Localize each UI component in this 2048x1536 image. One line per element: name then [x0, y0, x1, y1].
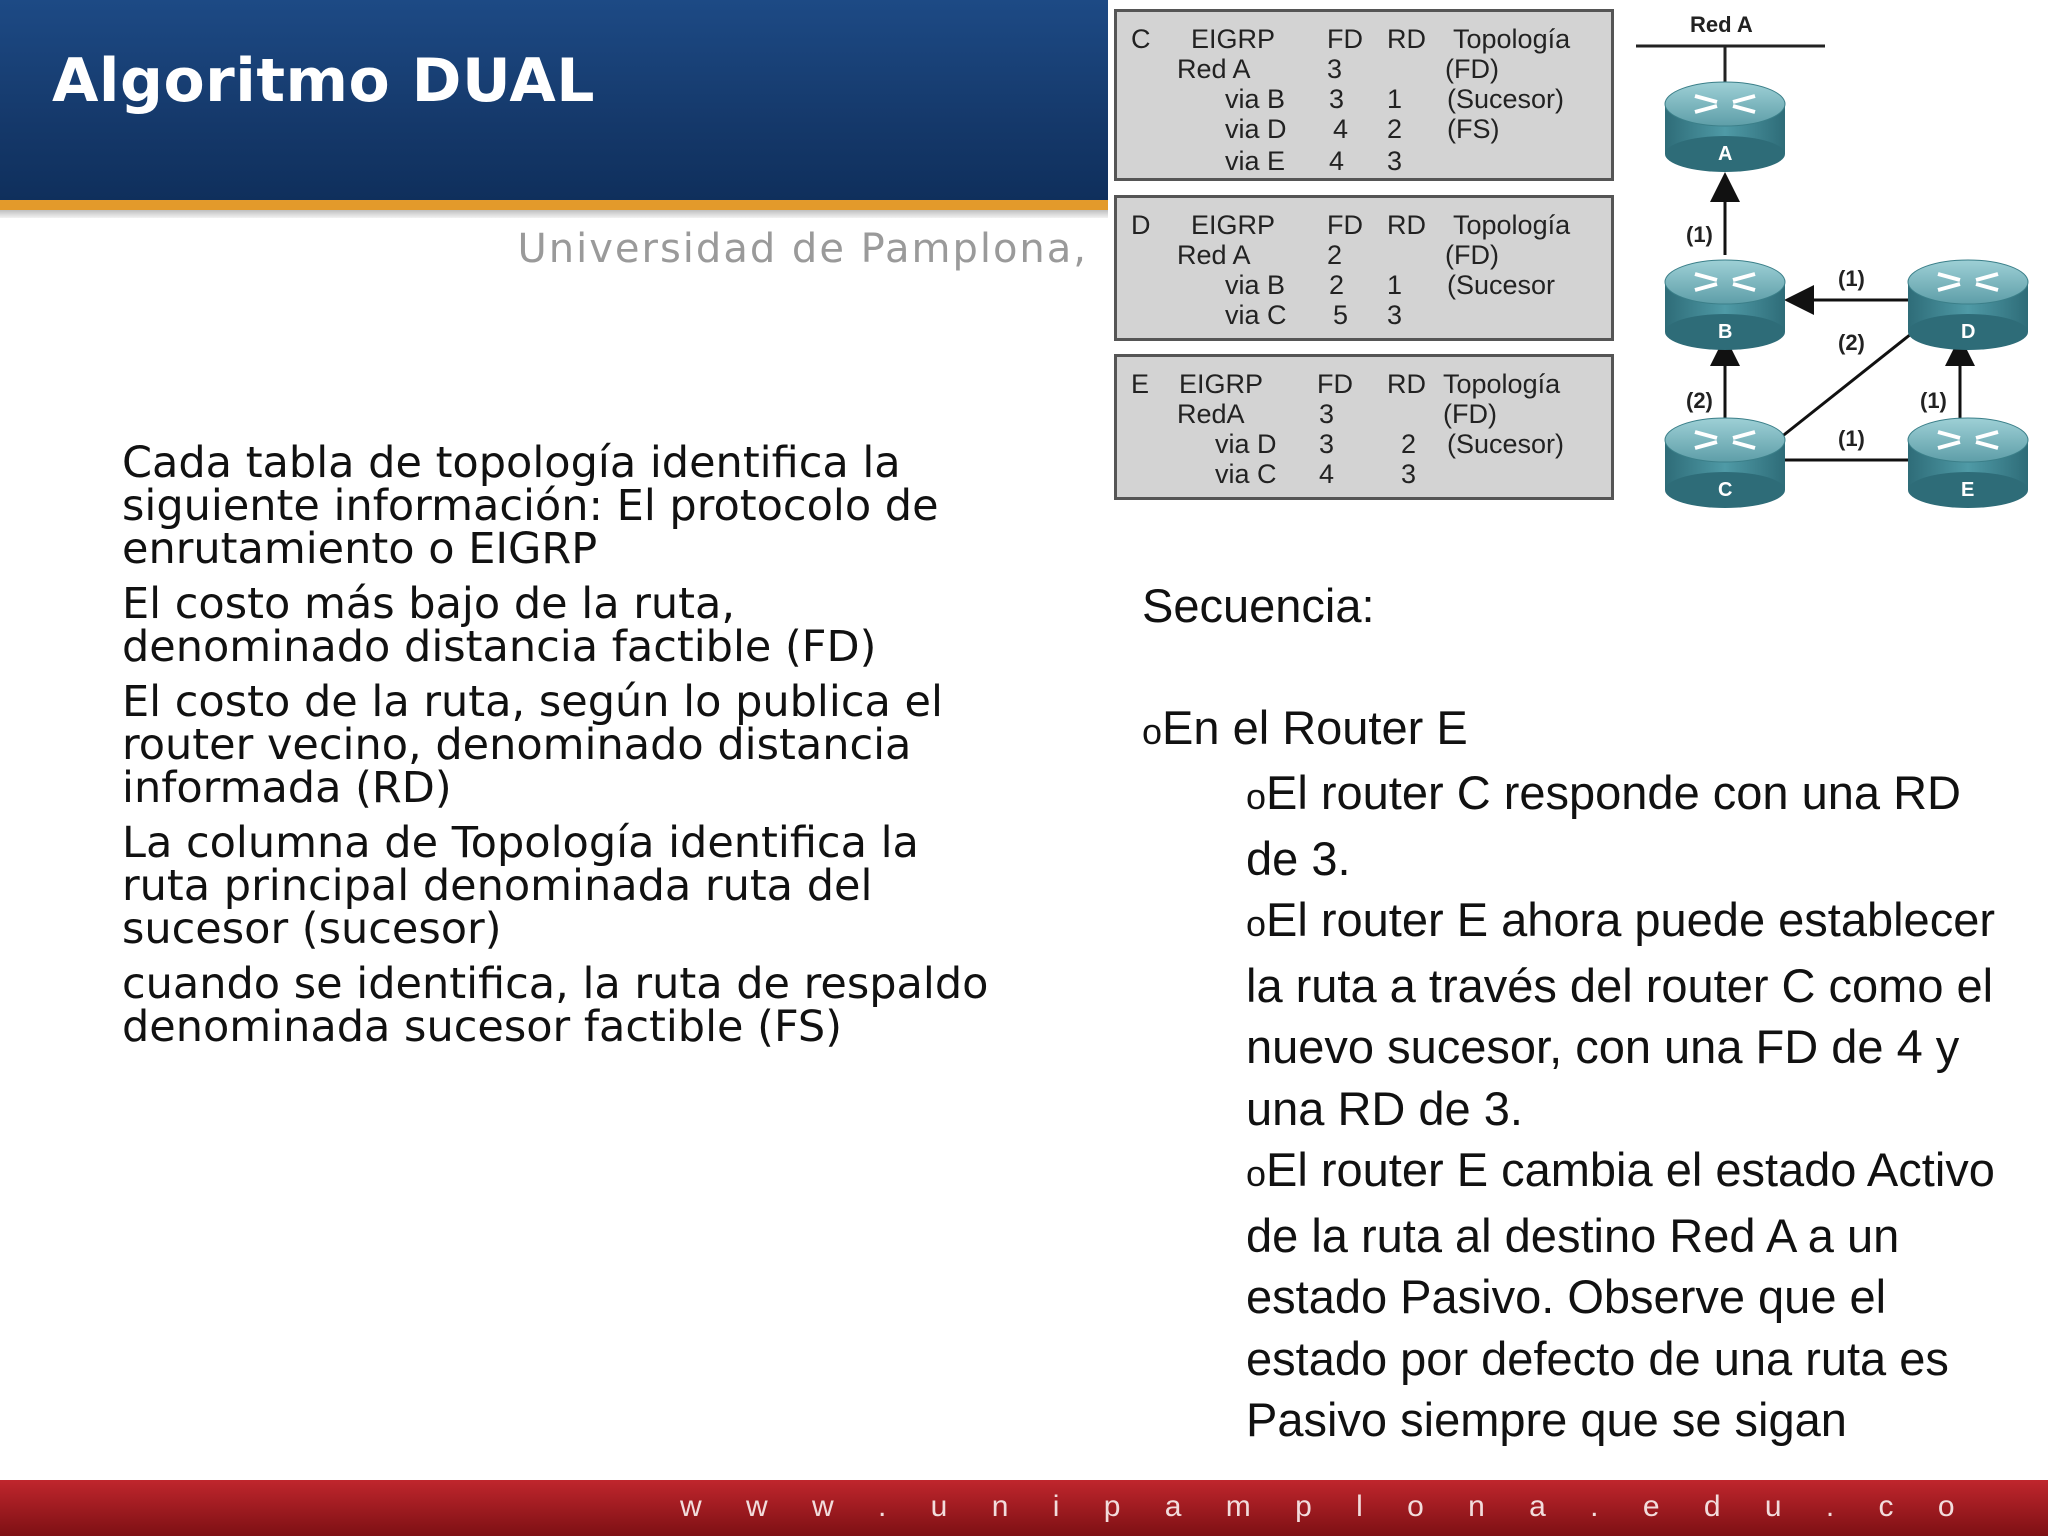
router-letter: C: [1718, 479, 1733, 501]
header-grey-stripe: [0, 210, 1108, 218]
table-router-letter: C: [1131, 24, 1151, 54]
table-header-fd: FD: [1317, 369, 1353, 399]
table-network-fd: 3: [1319, 399, 1335, 429]
router-c-icon: [1665, 418, 1785, 508]
table-row-rd: 3: [1401, 459, 1417, 489]
table-row-rd: 3: [1387, 300, 1403, 330]
table-row-rd: 3: [1387, 146, 1403, 176]
table-network-note: (FD): [1445, 240, 1499, 270]
header-orange-stripe: [0, 200, 1108, 210]
cost-label-e-d: (1): [1920, 388, 1947, 413]
institution-name: Universidad de Pamplona,: [517, 226, 1088, 272]
sequence-lead: [1142, 700, 1468, 755]
table-row-note: (Sucesor: [1447, 270, 1556, 300]
table-row-rd: 2: [1387, 114, 1403, 144]
table-row-via: via D: [1225, 114, 1287, 144]
table-header-fd: FD: [1327, 24, 1363, 54]
sequence-item: [1246, 762, 2006, 889]
table-row-fd: 5: [1333, 300, 1349, 330]
table-network-note: (FD): [1443, 399, 1497, 429]
router-letter: D: [1961, 321, 1976, 343]
table-header-topology: Topología: [1453, 24, 1571, 54]
slide-title: Algoritmo DUAL: [52, 46, 595, 116]
table-header-eigrp: EIGRP: [1179, 369, 1264, 399]
table-row-fd: 3: [1319, 429, 1335, 459]
sequence-title: Secuencia:: [1142, 579, 1375, 632]
cost-label-c-d: (2): [1838, 330, 1865, 355]
table-header-rd: RD: [1387, 369, 1426, 399]
table-row-via: via B: [1225, 270, 1286, 300]
table-network-name: RedA: [1177, 399, 1245, 429]
sequence-item: [1246, 1139, 2006, 1451]
table-row-fd: 4: [1319, 459, 1335, 489]
topology-explanation: [122, 438, 992, 1061]
table-row-fd: 2: [1329, 270, 1345, 300]
explanation-paragraph: La columna de Topología identifica la ruta principal denominada ruta del sucesor (sucesor): [122, 818, 919, 954]
sequence-item-text: El router C responde con una RD de 3.: [1246, 766, 1961, 885]
table-row-fd: 4: [1329, 146, 1345, 176]
table-header-fd: FD: [1327, 210, 1363, 240]
sequence-item-text: El router E ahora puede establecer la ruta a través del router C como el nuevo sucesor, con una FD de 4 y una RD de 3.: [1246, 893, 1995, 1135]
cost-label-d-b: (1): [1838, 266, 1865, 291]
explanation-paragraph: El costo más bajo de la ruta, denominado distancia factible (FD): [122, 579, 877, 672]
table-network-name: Red A: [1177, 240, 1251, 270]
sequence-lead-text: En el Router E: [1162, 701, 1468, 754]
table-header-rd: RD: [1387, 24, 1426, 54]
cost-label-c-e: (1): [1838, 426, 1865, 451]
router-a-icon: [1665, 82, 1785, 172]
table-row-note: (FS): [1447, 114, 1500, 144]
table-router-letter: E: [1131, 369, 1150, 399]
router-letter: E: [1961, 479, 1975, 501]
table-row-note: (Sucesor): [1447, 429, 1565, 459]
table-row-rd: 1: [1387, 270, 1403, 300]
table-row-fd: 3: [1329, 84, 1345, 114]
network-label: Red A: [1690, 12, 1753, 37]
bullet-icon: o: [1142, 711, 1163, 752]
table-row-rd: 2: [1401, 429, 1417, 459]
bullet-icon: o: [1246, 776, 1267, 817]
router-letter: A: [1718, 143, 1733, 165]
table-row-via: via D: [1215, 429, 1277, 459]
router-b-icon: [1665, 260, 1785, 350]
sequence-list: [1246, 762, 2006, 1451]
table-network-fd: 3: [1327, 54, 1343, 84]
router-d-icon: [1908, 260, 2028, 350]
table-header-topology: Topología: [1453, 210, 1571, 240]
table-network-note: (FD): [1445, 54, 1499, 84]
bullet-icon: o: [1246, 903, 1267, 944]
topology-table-router-e: [1114, 354, 1614, 500]
table-row-fd: 4: [1333, 114, 1349, 144]
table-row-rd: 1: [1387, 84, 1403, 114]
table-header-rd: RD: [1387, 210, 1426, 240]
explanation-paragraph: Cada tabla de topología identifica la siguiente información: El protocolo de enrutamiento o EIGRP: [122, 438, 939, 574]
table-row-note: (Sucesor): [1447, 84, 1565, 114]
table-router-letter: D: [1131, 210, 1151, 240]
topology-table-router-d: [1114, 195, 1614, 341]
explanation-paragraph: El costo de la ruta, según lo publica el router vecino, denominado distancia informada (RD): [122, 677, 943, 813]
sequence-item: [1246, 889, 2006, 1139]
topology-table-router-c: [1114, 9, 1614, 181]
table-row-via: via C: [1225, 300, 1287, 330]
cost-label-b-a: (1): [1686, 222, 1713, 247]
table-header-eigrp: EIGRP: [1191, 210, 1276, 240]
network-diagram: [1620, 0, 2048, 520]
router-letter: B: [1718, 321, 1733, 343]
table-row-via: via E: [1225, 146, 1286, 176]
sequence-item-text: El router E cambia el estado Activo de la ruta al destino Red A a un estado Pasivo. Observe que el estado por defecto de una ruta es Pasivo siempre que se sigan: [1246, 1143, 1995, 1446]
table-network-name: Red A: [1177, 54, 1251, 84]
cost-label-c-b: (2): [1686, 388, 1713, 413]
explanation-paragraph: cuando se identifica, la ruta de respaldo denominada sucesor factible (FS): [122, 959, 989, 1052]
footer-url: w w w . u n i p a m p l o n a . e d u . c o: [680, 1490, 1973, 1523]
table-network-fd: 2: [1327, 240, 1343, 270]
table-row-via: via C: [1215, 459, 1277, 489]
table-header-eigrp: EIGRP: [1191, 24, 1276, 54]
table-header-topology: Topología: [1443, 369, 1561, 399]
table-row-via: via B: [1225, 84, 1286, 114]
router-e-icon: [1908, 418, 2028, 508]
bullet-icon: o: [1246, 1153, 1267, 1194]
